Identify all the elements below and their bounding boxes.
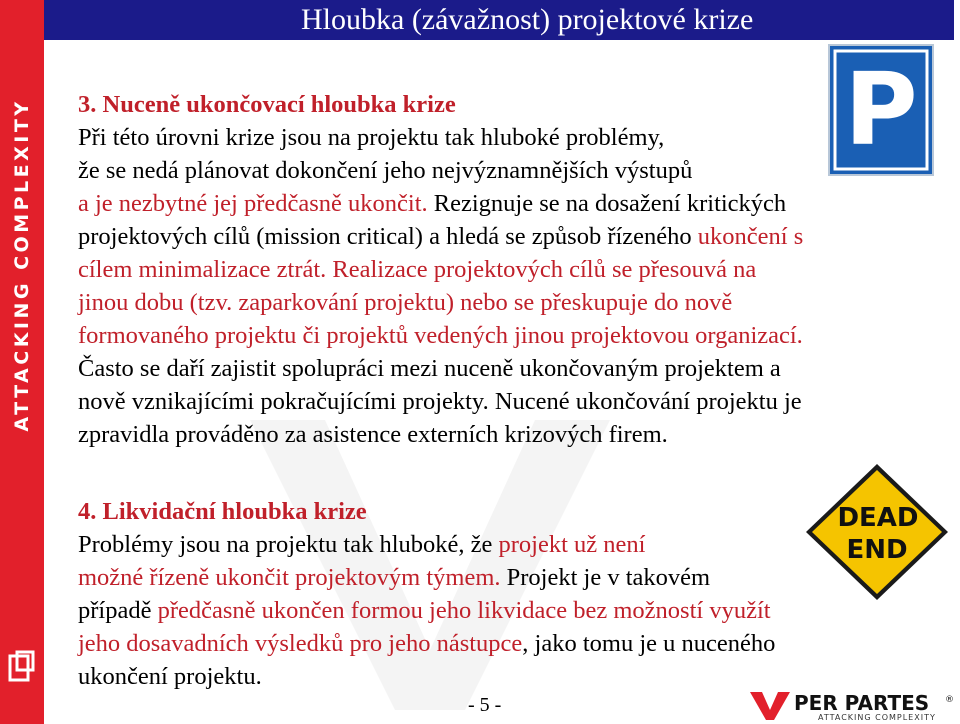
section4-line [78,627,775,660]
section3-line [78,187,786,220]
section3-line: Často se daří zajistit spolupráci mezi nuceně ukončovaným projektem a [78,355,781,382]
section4-heading: 4. Likvidační hloubka krize [78,498,367,525]
brand-tagline: ATTACKING COMPLEXITY [818,713,936,722]
section3-text-red: a je nezbytné jej předčasně ukončit. [78,190,428,217]
section3-heading: 3. Nuceně ukončovací hloubka krize [78,91,456,118]
section3-line: Při této úrovni krize jsou na projektu tak hluboké problémy, [78,124,665,151]
section3-line: zpravidla prováděno za asistence externích krizových firem. [78,421,668,448]
section4-text: , jako tomu je u nuceného [522,630,776,657]
parking-sign-icon [828,44,934,176]
section4-text: případě [78,597,158,624]
section3-text: projektových cílů (mission critical) a hledá se způsob řízeného [78,223,698,250]
slide-title: Hloubka (závažnost) projektové krize [301,3,754,36]
section3-line [78,253,756,286]
title-bar [44,0,954,40]
section3-text-red: ukončení s [697,223,804,250]
dead-end-line1: DEAD [837,503,919,533]
page-number: - 5 - [468,694,502,716]
section3-text-red: cílem minimalizace ztrát. [78,256,327,283]
section3-line: že se nedá plánovat dokončení jeho nejvýznamnějších výstupů [78,157,693,184]
section4-line [78,528,645,561]
section3-line: formovaného projektu či projektů vedených jinou projektovou organizací. [78,322,803,349]
section3-text: Rezignuje se na dosažení kritických [427,190,787,217]
section4-line [78,561,710,594]
per-partes-v-icon [750,692,790,720]
side-brand-logo-icon [8,650,36,684]
side-brand-text: ATTACKING COMPLEXITY [11,98,33,432]
section4-text-red: projekt už není [498,531,646,558]
section4-text-red: možné řízeně ukončit projektovým týmem. [78,564,501,591]
section4-text-red: předčasně ukončen formou jeho likvidace bez možností využít [157,597,771,624]
section4-text: Projekt je v takovém [500,564,711,591]
section4-line: ukončení projektu. [78,663,262,690]
dead-end-sign-icon [804,462,950,602]
parking-letter: P [844,51,918,168]
dead-end-line2: END [846,535,908,565]
section4-line [78,594,771,627]
section3-line: nově vznikajícími pokračujícími projekty. Nucené ukončování projektu je [78,388,802,415]
side-brand-strip [0,0,44,724]
section3-line [78,220,803,253]
section3-text-red: Realizace projektových cílů se přesouvá na [326,256,757,283]
per-partes-logo [748,690,956,722]
brand-name: PER PARTES [794,691,930,715]
section4-text-red: jeho dosavadních výsledků pro jeho nástupce [78,630,523,657]
section3-line: jinou dobu (tzv. zaparkování projektu) nebo se přeskupuje do nově [78,289,733,316]
brand-registered-mark: ® [945,695,954,705]
section4-text: Problémy jsou na projektu tak hluboké, že [78,531,499,558]
